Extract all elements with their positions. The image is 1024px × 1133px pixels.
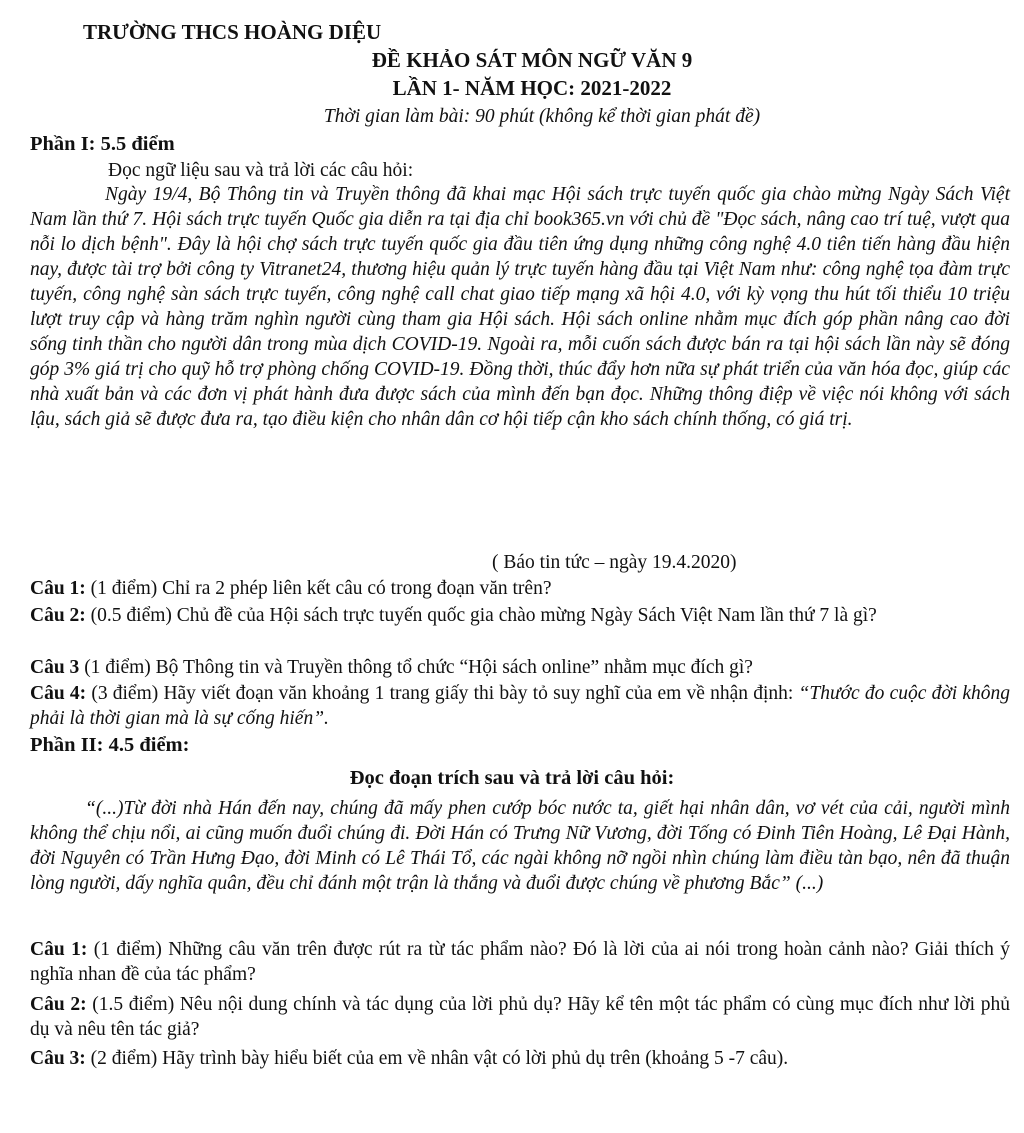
question-text: (1 điểm) Bộ Thông tin và Truyền thông tổ chức “Hội sách online” nhằm mục đích gì? (79, 657, 753, 678)
exam-round: LẦN 1- NĂM HỌC: 2021-2022 (392, 76, 672, 100)
question-label: Câu 1: (30, 939, 88, 960)
question-label: Câu 4: (30, 683, 87, 704)
school-name: TRƯỜNG THCS HOÀNG DIỆU (83, 20, 382, 44)
part1-passage: Ngày 19/4, Bộ Thông tin và Truyền thông đã khai mạc Hội sách trực tuyến quốc gia chào mừng Ngày Sách Việt Nam lần thứ 7. Hội sách trực tuyến Quốc gia diễn ra tại địa chỉ book365.vn với chủ đề "Đọc sách, nâng cao trí tuệ, vượt qua nỗi lo dịch bệnh". Đây là hội chợ sách trực tuyến quốc gia đầu tiên ứng dụng những công nghệ 4.0 tiên tiến hàng đầu hiện nay, được tài trợ bởi công ty Vitranet24, thương hiệu quản lý trực tuyến hàng đầu tại Việt Nam như: công nghệ tọa đàm trực tuyến, công nghệ sàn sách trực tuyến, công nghệ call chat giao tiếp mạng xã hội 4.0, với kỳ vọng thu hút tối thiểu 10 triệu lượt truy cập và hàng trăm nghìn người cùng tham gia Hội sách. Hội sách online nhằm mục đích góp phần nâng cao đời sống tinh thần cho người dân trong mùa dịch COVID-19. Ngoài ra, mỗi cuốn sách được bán ra tại hội sách lần này sẽ đóng góp 3% giá trị cho quỹ hỗ trợ phòng chống COVID-19. Đồng thời, thúc đẩy hơn nữa sự phát triển của văn hóa đọc, giúp các nhà xuất bản và các đơn vị phát hành đưa được sách của mình đến bạn đọc. Những thông điệp về việc nói không với sách lậu, sách giả sẽ được đưa ra, tạo điều kiện cho nhân dân cơ hội tiếp cận kho sách chính thống, có giá trị. (30, 184, 1010, 430)
question-text: (1 điểm) Chỉ ra 2 phép liên kết câu có trong đoạn văn trên? (85, 578, 552, 599)
part2-instruction: Đọc đoạn trích sau và trả lời câu hỏi: (349, 767, 675, 789)
question-label: Câu 3: (30, 1048, 86, 1069)
question-text: (1 điểm) Những câu văn trên được rút ra từ tác phẩm nào? Đó là lời của ai nói trong hoàn cảnh nào? Giải thích ý nghĩa nhan đề của tác phẩm? (30, 939, 1010, 985)
part2-question-3 (30, 1046, 1010, 1071)
part1-question-4 (30, 681, 1010, 731)
question-label: Câu 2: (30, 994, 87, 1015)
question-text: (1.5 điểm) Nêu nội dung chính và tác dụng của lời phủ dụ? Hãy kể tên một tác phẩm có cùng mục đích như lời phủ dụ và nêu tên tác giả? (30, 994, 1010, 1040)
question-text: (0.5 điểm) Chủ đề của Hội sách trực tuyến quốc gia chào mừng Ngày Sách Việt Nam lần thứ 7 là gì? (85, 605, 877, 626)
question-text: (3 điểm) Hãy viết đoạn văn khoảng 1 trang giấy thi bày tỏ suy nghĩ của em về nhận định: (86, 683, 799, 704)
part1-question-2 (30, 603, 1010, 628)
time-note: Thời gian làm bài: 90 phút (không kể thời gian phát đề) (323, 106, 761, 127)
exam-title: ĐỀ KHẢO SÁT MÔN NGỮ VĂN 9 (371, 48, 693, 72)
part2-heading: Phần II: 4.5 điểm: (30, 734, 190, 756)
passage-source: ( Báo tin tức – ngày 19.4.2020) (492, 552, 737, 573)
part2-passage: “(...)Từ đời nhà Hán đến nay, chúng đã mấy phen cướp bóc nước ta, giết hại nhân dân, vơ vét của cải, người mình không thể chịu nổi, ai cũng muốn đuổi chúng đi. Đời Hán có Trưng Nữ Vương, đời Tống có Đinh Tiên Hoàng, Lê Đại Hành, đời Nguyên có Trần Hưng Đạo, đời Minh có Lê Thái Tổ, các ngài không nỡ ngồi nhìn chúng làm điều tàn bạo, nên đã thuận lòng người, dấy nghĩa quân, đều chỉ đánh một trận là thắng và đuổi được chúng về phương Bắc” (...) (30, 798, 1010, 894)
question-label: Câu 3 (30, 657, 80, 678)
part1-question-3 (30, 655, 1010, 680)
part1-question-1 (30, 576, 1010, 601)
part2-question-1 (30, 937, 1010, 987)
question-text: (2 điểm) Hãy trình bày hiểu biết của em về nhân vật có lời phủ dụ trên (khoảng 5 -7 câu). (85, 1048, 789, 1069)
part1-instruction: Đọc ngữ liệu sau và trả lời các câu hỏi: (108, 160, 414, 181)
part2-question-2 (30, 992, 1010, 1042)
question-quote: “Thước đo cuộc đời không phải là thời gian mà là sự cống hiến”. (30, 683, 1010, 729)
question-label: Câu 1: (30, 578, 86, 599)
question-label: Câu 2: (30, 605, 86, 626)
part1-heading: Phần I: 5.5 điểm (30, 133, 175, 155)
